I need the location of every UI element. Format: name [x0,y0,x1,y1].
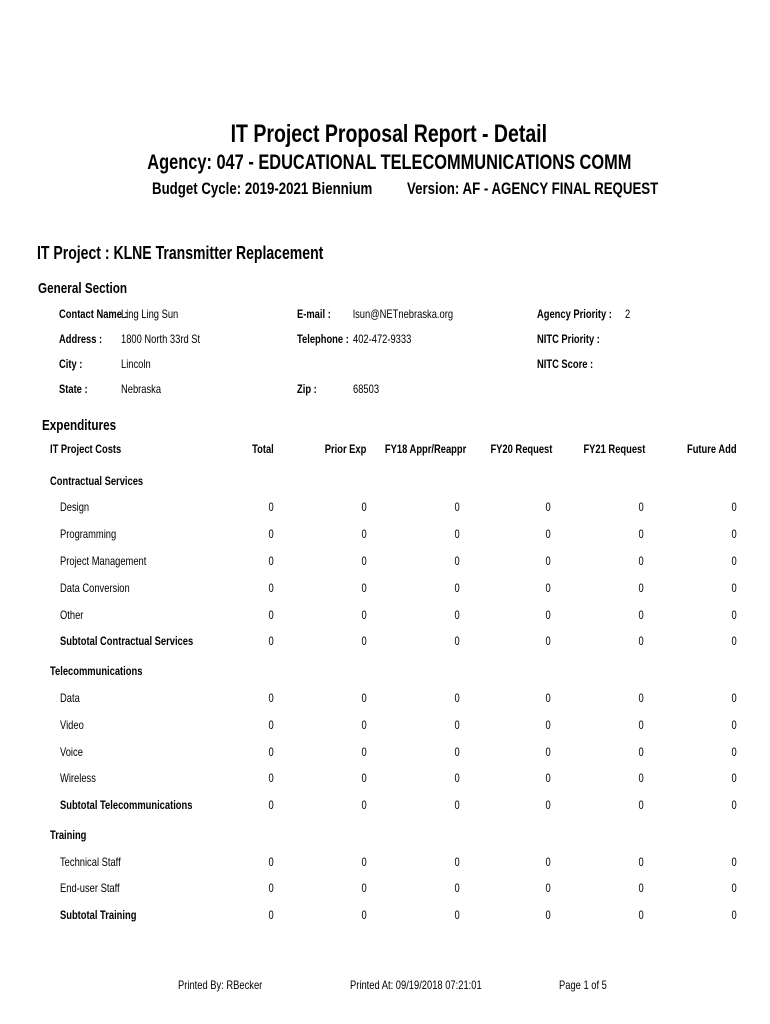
printed-at: Printed At: 09/19/2018 07:21:01 [350,978,482,992]
amount-cell: 0 [454,718,460,732]
amount-cell: 0 [268,527,274,541]
city-value: Lincoln [121,357,151,371]
amount-cell: 0 [268,608,274,622]
amount-cell: 0 [638,745,644,759]
agency-line: Agency: 047 - EDUCATIONAL TELECOMMUNICATIONS COMM [146,151,632,174]
amount-cell: 0 [454,500,460,514]
amount-cell: 0 [638,554,644,568]
amount-cell: 0 [454,527,460,541]
printed-by: Printed By: RBecker [178,978,263,992]
amount-cell: 0 [268,745,274,759]
amount-cell: 0 [731,718,737,732]
category-header: Contractual Services [50,474,144,488]
line-item-label: Data [60,691,80,705]
amount-cell: 0 [731,798,737,812]
amount-cell: 0 [731,691,737,705]
amount-cell: 0 [638,718,644,732]
amount-cell: 0 [268,718,274,732]
category-header: Training [50,828,87,842]
amount-cell: 0 [361,908,367,922]
amount-cell: 0 [454,745,460,759]
zip-label: Zip : [297,382,317,396]
amount-cell: 0 [545,500,551,514]
amount-cell: 0 [454,608,460,622]
amount-cell: 0 [731,855,737,869]
amount-cell: 0 [638,798,644,812]
amount-cell: 0 [268,634,274,648]
amount-cell: 0 [731,500,737,514]
email-label: E-mail : [297,307,331,321]
amount-cell: 0 [545,798,551,812]
amount-cell: 0 [268,500,274,514]
address-value: 1800 North 33rd St [121,332,201,346]
line-item-label: Wireless [60,771,96,785]
amount-cell: 0 [268,554,274,568]
telephone-value: 402-472-9333 [353,332,412,346]
amount-cell: 0 [545,908,551,922]
email-value: lsun@NETnebraska.org [353,307,454,321]
amount-cell: 0 [361,691,367,705]
amount-cell: 0 [731,634,737,648]
amount-cell: 0 [268,855,274,869]
amount-cell: 0 [638,527,644,541]
amount-cell: 0 [361,527,367,541]
nitc-score-label: NITC Score : [537,357,594,371]
city-label: City : [59,357,83,371]
amount-cell: 0 [731,908,737,922]
amount-cell: 0 [361,634,367,648]
line-item-label: Data Conversion [60,581,130,595]
amount-cell: 0 [545,554,551,568]
line-item-label: Design [60,500,90,514]
amount-cell: 0 [731,527,737,541]
column-header-costs: IT Project Costs [50,442,122,456]
amount-cell: 0 [454,634,460,648]
amount-cell: 0 [638,581,644,595]
amount-cell: 0 [454,691,460,705]
contact-name-label: Contact Name : [59,307,128,321]
column-header-fy18: FY18 Appr/Reappr [384,442,467,456]
subtotal-label: Subtotal Contractual Services [60,634,194,648]
column-header-fy21: FY21 Request [583,442,645,456]
column-header-future-add: Future Add [687,442,737,456]
line-item-label: Video [60,718,84,732]
address-label: Address : [59,332,103,346]
zip-value: 68503 [353,382,380,396]
report-title: IT Project Proposal Report - Detail [230,120,548,148]
amount-cell: 0 [731,771,737,785]
amount-cell: 0 [638,634,644,648]
amount-cell: 0 [454,581,460,595]
amount-cell: 0 [638,908,644,922]
amount-cell: 0 [545,855,551,869]
amount-cell: 0 [454,771,460,785]
nitc-priority-label: NITC Priority : [537,332,600,346]
agency-priority-label: Agency Priority : [537,307,612,321]
telephone-label: Telephone : [297,332,349,346]
amount-cell: 0 [731,608,737,622]
amount-cell: 0 [268,881,274,895]
amount-cell: 0 [638,500,644,514]
amount-cell: 0 [545,634,551,648]
amount-cell: 0 [638,771,644,785]
project-title: IT Project : KLNE Transmitter Replacement [37,243,324,263]
amount-cell: 0 [361,500,367,514]
line-item-label: Voice [60,745,83,759]
amount-cell: 0 [545,718,551,732]
subtotal-label: Subtotal Telecommunications [60,798,193,812]
line-item-label: Other [60,608,84,622]
amount-cell: 0 [545,881,551,895]
amount-cell: 0 [268,581,274,595]
amount-cell: 0 [545,527,551,541]
category-header: Telecommunications [50,664,143,678]
line-item-label: Project Management [60,554,147,568]
amount-cell: 0 [361,608,367,622]
amount-cell: 0 [361,798,367,812]
agency-priority-value: 2 [625,307,631,321]
amount-cell: 0 [731,554,737,568]
contact-name-value: Ling Ling Sun [121,307,179,321]
amount-cell: 0 [731,881,737,895]
amount-cell: 0 [268,691,274,705]
amount-cell: 0 [638,881,644,895]
page-number: Page 1 of 5 [559,978,607,992]
amount-cell: 0 [361,881,367,895]
line-item-label: Programming [60,527,117,541]
amount-cell: 0 [545,745,551,759]
expenditures-heading: Expenditures [42,417,117,434]
state-value: Nebraska [121,382,162,396]
amount-cell: 0 [545,581,551,595]
amount-cell: 0 [454,798,460,812]
amount-cell: 0 [454,554,460,568]
amount-cell: 0 [361,581,367,595]
amount-cell: 0 [361,771,367,785]
amount-cell: 0 [638,608,644,622]
budget-cycle: Budget Cycle: 2019-2021 Biennium [152,179,373,198]
amount-cell: 0 [545,691,551,705]
amount-cell: 0 [268,798,274,812]
amount-cell: 0 [731,581,737,595]
column-header-total: Total [252,442,274,456]
column-header-fy20: FY20 Request [490,442,552,456]
subtotal-label: Subtotal Training [60,908,137,922]
amount-cell: 0 [545,771,551,785]
version: Version: AF - AGENCY FINAL REQUEST [407,179,659,198]
amount-cell: 0 [638,855,644,869]
amount-cell: 0 [361,554,367,568]
amount-cell: 0 [268,771,274,785]
amount-cell: 0 [268,908,274,922]
state-label: State : [59,382,88,396]
amount-cell: 0 [638,691,644,705]
amount-cell: 0 [361,745,367,759]
amount-cell: 0 [454,855,460,869]
amount-cell: 0 [731,745,737,759]
amount-cell: 0 [545,608,551,622]
amount-cell: 0 [454,908,460,922]
amount-cell: 0 [361,855,367,869]
line-item-label: End-user Staff [60,881,120,895]
amount-cell: 0 [361,718,367,732]
amount-cell: 0 [454,881,460,895]
line-item-label: Technical Staff [60,855,121,869]
column-header-prior-exp: Prior Exp [324,442,366,456]
general-section-heading: General Section [38,280,128,297]
